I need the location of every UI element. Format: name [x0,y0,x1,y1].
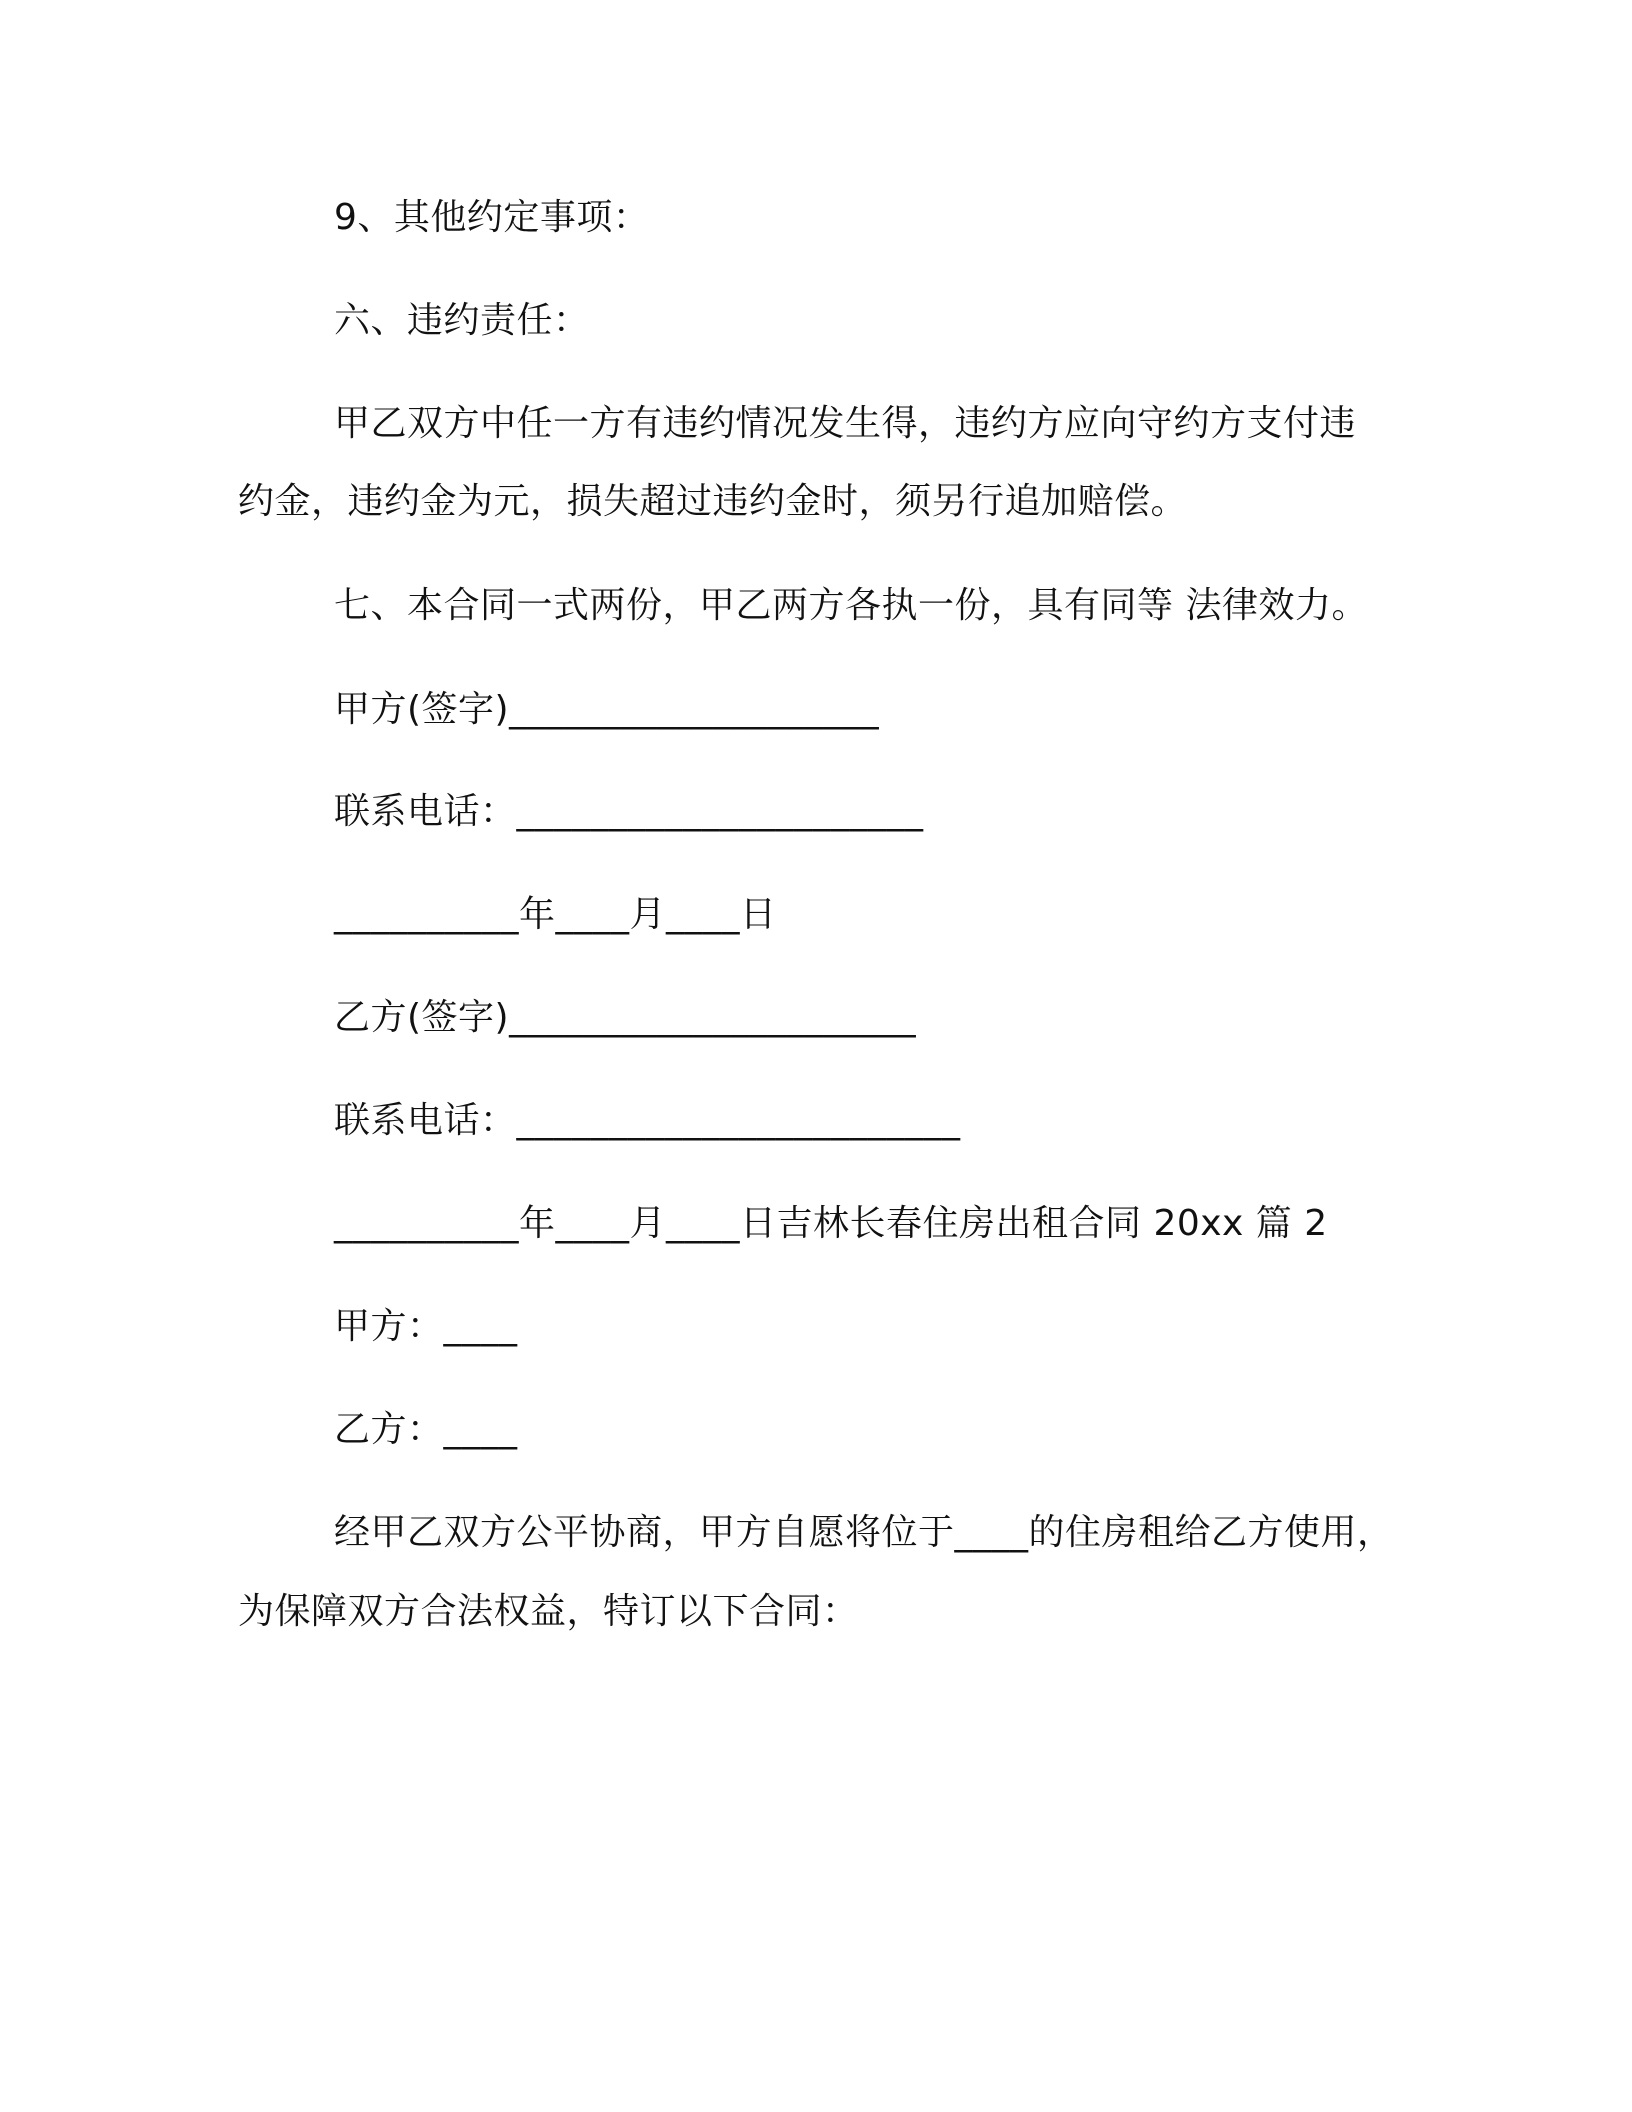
party-b-date-and-title: __________年____月____日吉林长春住房出租合同 20xx 篇 2 [334,1203,1328,1244]
party-a-date: __________年____月____日 [334,894,777,935]
section-6-heading: 六、违约责任： [334,300,590,341]
contract2-intro-line-2: 为保障双方合法权益，特订以下合同： [238,1591,859,1632]
clause-9-other-terms: 9、其他约定事项： [334,197,650,238]
contract2-party-a: 甲方：____ [334,1306,518,1347]
breach-paragraph-line-1: 甲乙双方中任一方有违约情况发生得，违约方应向守约方支付违 [334,403,1357,444]
section-7-copies: 七、本合同一式两份，甲乙两方各执一份，具有同等 法律效力。 [334,585,1368,626]
contract2-intro-line-1: 经甲乙双方公平协商，甲方自愿将位于____的住房租给乙方使用， [334,1512,1394,1553]
breach-paragraph-line-2: 约金，违约金为元，损失超过违约金时，须另行追加赔偿。 [238,481,1188,522]
party-b-phone: 联系电话：________________________ [334,1100,961,1141]
contract2-party-b: 乙方：____ [334,1409,518,1450]
party-b-signature: 乙方(签字)______________________ [334,997,917,1038]
party-a-phone: 联系电话：______________________ [334,791,924,832]
party-a-signature: 甲方(签字)____________________ [334,689,880,730]
